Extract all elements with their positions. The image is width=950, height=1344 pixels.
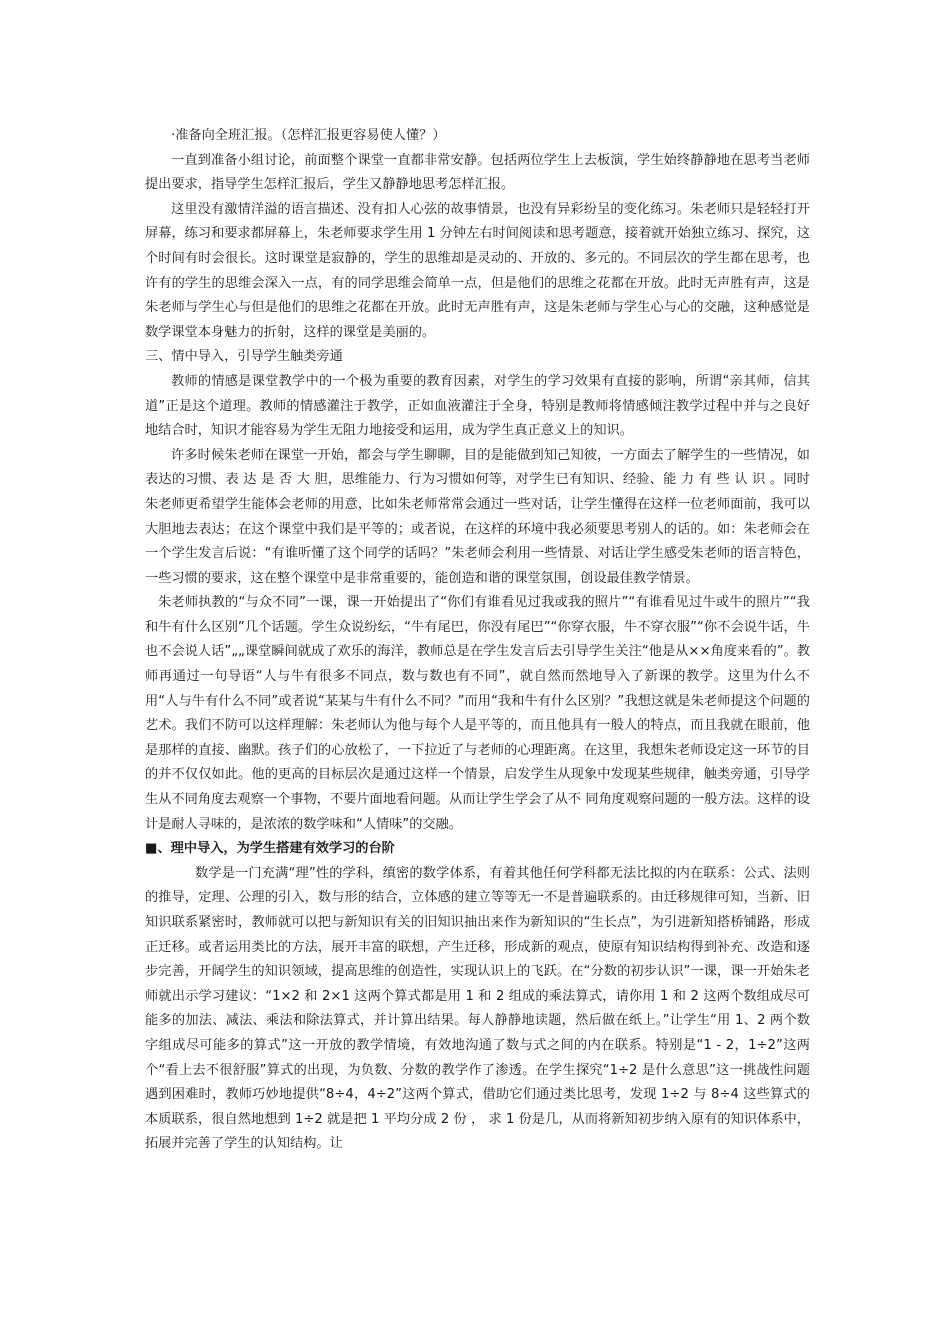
section-heading-four: ■、理中导入，为学生搭建有效学习的台阶 — [145, 841, 395, 857]
paragraph-teacher-emotion: 教师的情感是课堂教学中的一个极为重要的教育因素，对学生的学习效果有直接的影响，所谓“亲其师，信其道”正是这个道理。教师的情感灌注于教学，正如血液灌注于全身，特别是教师将情感倾注教学过程中并与之良好地结合时，知识才能容易为学生无阻力地接受和运用，成为学生真正意义上的知识。 — [145, 373, 810, 439]
paragraph-quiet-classroom: 一直到准备小组讨论，前面整个课堂一直都非常安静。包括两位学生上去板演，学生始终静静地在思考当老师提出要求，指导学生怎样汇报后，学生又静静地思考怎样汇报。 — [145, 152, 810, 193]
paragraph-different-lesson: 朱老师执教的“与众不同”一课，课一开始提出了“你们有谁看见过我或我的照片”“有谁看见过牛或牛的照片”“我和牛有什么区别”几个话题。学生众说纷纭，“牛有尾巴，你没有尾巴”“你穿衣服，牛不穿衣服”“你不会说牛话，牛也不会说人话”„„课堂瞬间就成了欢乐的海洋，教师总是在学生发言后去引导学生关注“他是从××角度来看的”。教师再通过一句导语“人与牛有很多不同点，数与数也有不同”，就自然而然地导入了新课的教学。这里为什么不用“人与牛有什么不同”或者说“某某与牛有什么不同？”而用“我和牛有什么区别？”我想这就是朱老师提这个问题的艺术。我们不防可以这样理解：朱老师认为他与每个人是平等的，而且他具有一般人的特点，而且我就在眼前，他是那样的直接、幽默。孩子们的心放松了，一下拉近了与老师的心理距离。在这里，我想朱老师设定这一环节的目的并不仅仅如此。他的更高的目标层次是通过这样一个情景，启发学生从现象中发现某些规律，触类旁通，引导学生从不同角度去观察一个事物，不要片面地看问题。从而让学生学会了从不 同角度观察问题的一般方法。这样的设计是耐人寻味的，是浓浓的数学味和“人情味”的交融。 — [145, 595, 810, 832]
paragraph-silent-thinking: 这里没有激情洋溢的语言描述、没有扣人心弦的故事情景，也没有异彩纷呈的变化练习。朱老师只是轻轻打开屏幕，练习和要求都屏幕上，朱老师要求学生用 1 分钟左右时间阅读和思考题意，接着就开始独立练习、探究，这个时间有时会很长。这时课堂是寂静的，学生的思维却是灵动的、开放的、多元的。不同层次的学生都在思考，也许有的学生的思维会深入一点，有的同学思维会简单一点，但是他们的思维之花都在开放。此时无声胜有声，这是朱老师与学生心与但是他们的思维之花都在开放。此时无声胜有声，这是朱老师与学生心与心的交融，这种感觉是数学课堂本身魅力的折射，这样的课堂是美丽的。 — [145, 201, 810, 340]
paragraph-math-logic: 数学是一门充满“理”性的学科，缜密的数学体系，有着其他任何学科都无法比拟的内在联系：公式、法则的推导，定理、公理的引入，数与形的结合，立体感的建立等等无一不是普遍联系的。由迁移规律可知，当新、旧知识联系紧密时，教师就可以把与新知识有关的旧知识抽出来作为新知识的“生长点”，为引进新知搭桥铺路，形成正迁移。或者运用类比的方法，展开丰富的联想，产生迁移，形成新的观点，使原有知识结构得到补充、改造和逐步完善，开阔学生的知识领域，提高思维的创造性，实现认识上的飞跃。在“分数的初步认识”一课，课一开始朱老师就出示学习建议：“1×2 和 2×1 这两个算式都是用 1 和 2 组成的乘法算式，请你用 1 和 2 这两个数组成尽可能多的加法、减法、乘法和除法算式，并计算出结果。每人静静地读题，然后做在纸上。”让学生“用 1、2 两个数字组成尽可能多的算式”这一开放的教学情境，有效地沟通了数与式之间的内在联系。特别是“1 - 2，1÷2”这两个“看上去不很舒服”算式的出现，为负数、分数的教学作了渗透。在学生探究“1÷2 是什么意思”这一挑战性问题遇到困难时，教师巧妙地提供“8÷4，4÷2”这两个算式，借助它们通过类比思考，发现 1÷2 与 8÷4 这些算式的本质联系，很自然地想到 1÷2 就是把 1 平均分成 2 份 ， 求 1 份是几，从而将新知初步纳入原有的知识体系中，拓展并完善了学生的认知结构。让 — [145, 865, 810, 1152]
paragraph-chat-with-students: 许多时候朱老师在课堂一开始，都会与学生聊聊，目的是能做到知己知彼，一方面去了解学生的一些情况，如表达的习惯、表 达 是 否 大 胆，思维能力、行为习惯如何等，对学生已有知识、经验、能 力 有 些 认 识 。同时朱老师更希望学生能体会老师的用意，比如朱老师常常会通过一些对话，让学生懂得在这样一位老师面前，我可以大胆地去表达；在这个课堂中我们是平等的；或者说，在这样的环境中我必须要思考别人的话的。如：朱老师会在一个学生发言后说：“有谁听懂了这个同学的话吗？”朱老师会利用一些情景、对话让学生感受朱老师的语言特色，一些习惯的要求，这在整个课堂中是非常重要的，能创造和谐的课堂氛围，创设最佳教学情景。 — [145, 447, 810, 586]
paragraph-report-prompt: ·准备向全班汇报。（怎样汇报更容易使人懂？） — [171, 128, 446, 143]
section-heading-three: 三、情中导入，引导学生触类旁通 — [145, 349, 343, 365]
document-page — [145, 124, 810, 1157]
